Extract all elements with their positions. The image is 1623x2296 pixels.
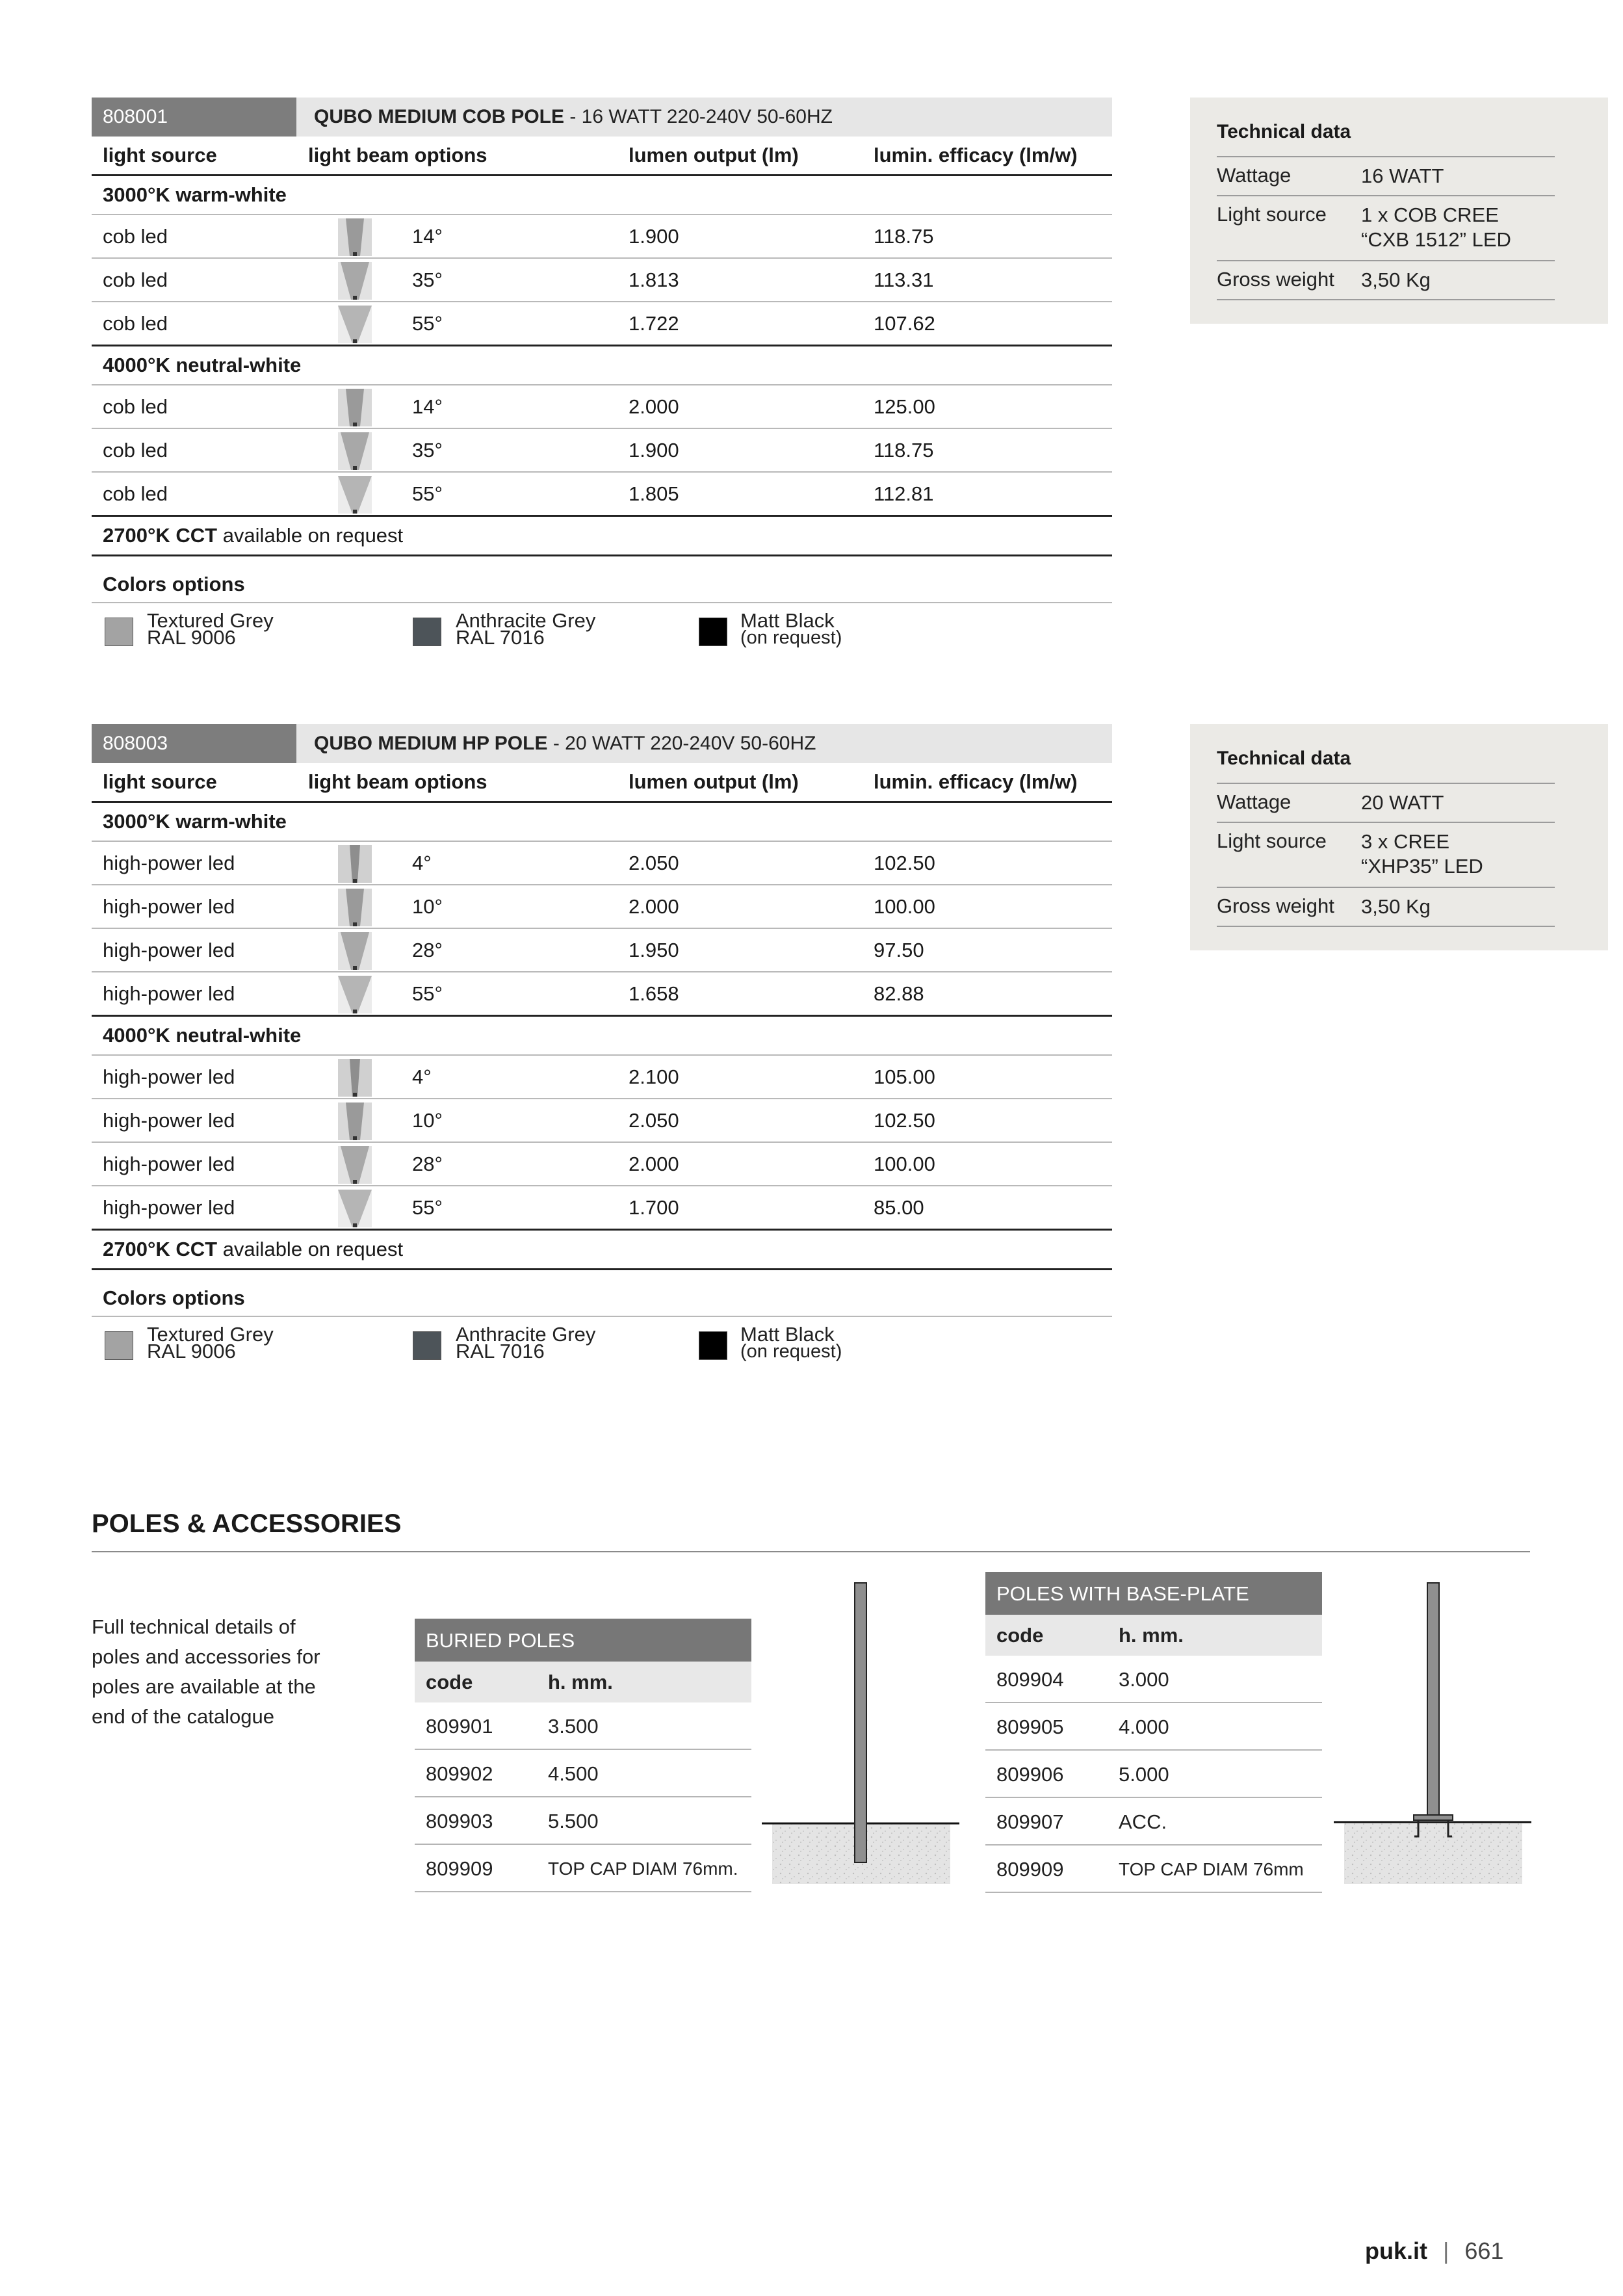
swatch-code: (on request)	[740, 627, 842, 648]
buried-poles-table	[415, 1619, 751, 1892]
col-light-source: light source	[103, 144, 217, 166]
tech-row-weight	[1217, 261, 1555, 300]
pole	[855, 1583, 866, 1862]
swatch-label	[147, 1323, 274, 1363]
column-headers	[92, 763, 1112, 803]
cell-beam: 10°	[412, 1109, 443, 1132]
group-heading	[92, 176, 1112, 215]
group-label: 4000°K neutral-white	[103, 354, 302, 376]
cell-source: cob led	[103, 439, 168, 462]
beam-icon-medium	[335, 931, 374, 970]
colors-title: Colors options	[103, 573, 245, 595]
table-row	[985, 1751, 1322, 1798]
tech-row-weight	[1217, 888, 1555, 927]
table-row	[92, 1143, 1112, 1186]
col-code: code	[426, 1671, 473, 1693]
beam-icon-wide	[335, 1188, 374, 1227]
cell-efficacy: 82.88	[874, 982, 924, 1005]
product-code: 808003	[92, 724, 296, 763]
swatch-name: Anthracite Grey	[456, 609, 596, 632]
group-label: 3000°K warm-white	[103, 183, 287, 206]
baseplate-poles-columns	[985, 1615, 1322, 1656]
beam-icon-wide	[335, 974, 374, 1013]
table-row	[985, 1798, 1322, 1846]
page-number: 661	[1464, 2237, 1504, 2264]
cell-beam: 14°	[412, 225, 443, 248]
cell-efficacy: 97.50	[874, 939, 924, 961]
tech-value-line: 3 x CREE	[1361, 830, 1450, 853]
product-code: 808001	[92, 98, 296, 137]
cell-height: ACC.	[1119, 1810, 1167, 1833]
cell-height: TOP CAP DIAM 76mm	[1119, 1859, 1304, 1879]
cell-source: cob led	[103, 395, 168, 418]
cell-lumen: 1.900	[629, 439, 679, 462]
cell-code: 809902	[426, 1762, 493, 1785]
section-title: POLES & ACCESSORIES	[92, 1509, 402, 1538]
cct-note	[92, 517, 1112, 556]
cell-beam: 55°	[412, 482, 443, 505]
col-light-source: light source	[103, 770, 217, 793]
cell-lumen: 1.950	[629, 939, 679, 961]
cell-efficacy: 85.00	[874, 1196, 924, 1219]
cell-height: 3.500	[548, 1715, 599, 1738]
col-lumen-output: lumen output (lm)	[629, 144, 799, 166]
cell-lumen: 2.050	[629, 1109, 679, 1132]
baseplate-pole-illustration	[1332, 1580, 1534, 1892]
cell-beam: 4°	[412, 852, 432, 874]
group-heading	[92, 803, 1112, 842]
cct-note-bold: 2700°K CCT	[103, 524, 218, 547]
col-lumen-output: lumen output (lm)	[629, 770, 799, 793]
cell-efficacy: 100.00	[874, 895, 935, 918]
tech-value: 16 WATT	[1361, 164, 1444, 187]
column-headers	[92, 137, 1112, 176]
cell-lumen: 1.900	[629, 225, 679, 248]
technical-data-panel	[1190, 724, 1608, 950]
footer-separator: |	[1443, 2237, 1449, 2264]
tech-key: Gross weight	[1217, 894, 1334, 917]
colors-heading	[92, 1270, 1112, 1317]
swatch-code: RAL 7016	[456, 1340, 545, 1363]
swatch-label	[456, 609, 596, 649]
tech-value-line: “CXB 1512” LED	[1361, 228, 1511, 251]
group-heading	[92, 1017, 1112, 1056]
col-beam-options: light beam options	[308, 144, 487, 166]
table-row	[415, 1702, 751, 1750]
swatch-textured-grey	[105, 1331, 133, 1360]
cell-height: TOP CAP DIAM 76mm.	[548, 1859, 738, 1879]
product-table-808003	[92, 724, 1112, 1376]
base-plate	[1414, 1815, 1453, 1820]
cell-efficacy: 112.81	[874, 482, 934, 505]
beam-icon-very-narrow	[335, 1058, 374, 1097]
tech-key: Wattage	[1217, 790, 1292, 813]
table-row	[92, 1056, 1112, 1099]
table-row	[985, 1656, 1322, 1703]
col-beam-options: light beam options	[308, 770, 487, 793]
cell-source: high-power led	[103, 939, 235, 961]
cell-lumen: 1.805	[629, 482, 679, 505]
beam-icon-wide	[335, 475, 374, 514]
cct-note-rest: available on request	[217, 524, 404, 547]
cell-beam: 35°	[412, 439, 443, 462]
cell-source: high-power led	[103, 895, 235, 918]
cell-source: high-power led	[103, 982, 235, 1005]
product-name: QUBO MEDIUM COB POLE	[314, 106, 565, 127]
table-row	[415, 1797, 751, 1845]
cell-lumen: 1.658	[629, 982, 679, 1005]
table-row	[92, 1099, 1112, 1143]
cell-height: 3.000	[1119, 1668, 1169, 1691]
accessories-description	[92, 1612, 320, 1732]
swatch-label	[740, 609, 842, 648]
cell-code: 809909	[996, 1858, 1064, 1881]
cell-efficacy: 118.75	[874, 225, 934, 248]
swatch-matt-black	[699, 618, 727, 646]
col-height: h. mm.	[548, 1671, 613, 1693]
cell-lumen: 1.813	[629, 268, 679, 291]
cell-code: 809909	[426, 1857, 493, 1880]
product-name: QUBO MEDIUM HP POLE	[314, 733, 548, 754]
cell-efficacy: 118.75	[874, 439, 934, 462]
tech-value-line: “XHP35” LED	[1361, 855, 1483, 878]
cell-efficacy: 105.00	[874, 1065, 935, 1088]
cell-beam: 10°	[412, 895, 443, 918]
swatch-anthracite-grey	[413, 618, 441, 646]
cell-height: 5.000	[1119, 1763, 1169, 1786]
product-spec: - 20 WATT 220-240V 50-60HZ	[547, 733, 816, 754]
swatch-name: Anthracite Grey	[456, 1323, 596, 1346]
swatch-name: Textured Grey	[147, 609, 274, 632]
swatch-code: RAL 7016	[456, 626, 545, 649]
technical-data-title: Technical data	[1217, 748, 1351, 769]
tech-row-wattage	[1217, 157, 1555, 196]
table-row	[92, 842, 1112, 885]
cct-note-text	[103, 517, 403, 554]
buried-poles-columns	[415, 1662, 751, 1702]
cell-source: high-power led	[103, 852, 235, 874]
swatch-code: RAL 9006	[147, 1340, 236, 1363]
swatch-name: Textured Grey	[147, 1323, 274, 1346]
tech-value: 3,50 Kg	[1361, 268, 1431, 291]
tech-row-light-source	[1217, 823, 1555, 888]
col-efficacy: lumin. efficacy (lm/w)	[874, 144, 1078, 166]
cell-beam: 4°	[412, 1065, 432, 1088]
cell-beam: 55°	[412, 312, 443, 335]
cell-beam: 28°	[412, 1153, 443, 1175]
cell-lumen: 2.000	[629, 895, 679, 918]
swatch-code: (on request)	[740, 1341, 842, 1362]
beam-icon-narrow	[335, 387, 374, 426]
product-header	[92, 98, 1112, 137]
table-row	[985, 1846, 1322, 1893]
cell-beam: 14°	[412, 395, 443, 418]
cell-code: 809905	[996, 1715, 1064, 1738]
cct-note-rest: available on request	[217, 1238, 404, 1260]
tech-value: 3,50 Kg	[1361, 895, 1431, 918]
col-height: h. mm.	[1119, 1624, 1184, 1647]
cell-lumen: 2.100	[629, 1065, 679, 1088]
swatch-label	[740, 1323, 842, 1362]
cell-lumen: 2.000	[629, 395, 679, 418]
product-spec: - 16 WATT 220-240V 50-60HZ	[564, 106, 833, 127]
baseplate-poles-table	[985, 1572, 1322, 1893]
cct-note-text	[103, 1231, 403, 1268]
buried-pole-illustration	[760, 1580, 962, 1892]
tech-row-light-source	[1217, 196, 1555, 261]
baseplate-poles-title: POLES WITH BASE-PLATE	[985, 1572, 1322, 1615]
cell-code: 809904	[996, 1668, 1064, 1691]
beam-icon-very-narrow	[335, 844, 374, 883]
tech-key: Wattage	[1217, 164, 1292, 187]
cell-efficacy: 107.62	[874, 312, 935, 335]
ground-soil	[1344, 1823, 1522, 1884]
product-title	[314, 724, 816, 763]
section-divider	[92, 1551, 1530, 1552]
color-swatches	[92, 1317, 1112, 1376]
cell-source: cob led	[103, 482, 168, 505]
cell-source: high-power led	[103, 1153, 235, 1175]
cell-code: 809901	[426, 1715, 493, 1738]
cell-source: cob led	[103, 312, 168, 335]
cell-efficacy: 102.50	[874, 1109, 935, 1132]
technical-data-title: Technical data	[1217, 121, 1351, 142]
cell-height: 4.000	[1119, 1715, 1169, 1738]
buried-poles-title: BURIED POLES	[415, 1619, 751, 1662]
cell-lumen: 2.050	[629, 852, 679, 874]
table-row	[92, 972, 1112, 1017]
table-row	[92, 302, 1112, 346]
cell-lumen: 1.722	[629, 312, 679, 335]
description-line: poles and accessories for	[92, 1645, 320, 1668]
tech-key: Light source	[1217, 203, 1327, 226]
cell-lumen: 2.000	[629, 1153, 679, 1175]
table-row	[92, 429, 1112, 473]
site-name: puk.it	[1365, 2237, 1427, 2264]
swatch-label	[456, 1323, 596, 1363]
tech-value	[1361, 203, 1511, 252]
table-row	[92, 259, 1112, 302]
tech-value-line: 1 x COB CREE	[1361, 203, 1499, 226]
table-row	[92, 473, 1112, 517]
beam-icon-medium	[335, 1145, 374, 1184]
color-swatches	[92, 603, 1112, 662]
beam-icon-wide	[335, 304, 374, 343]
table-row	[92, 1186, 1112, 1231]
cell-beam: 55°	[412, 1196, 443, 1219]
swatch-anthracite-grey	[413, 1331, 441, 1360]
table-row	[415, 1845, 751, 1892]
swatch-textured-grey	[105, 618, 133, 646]
swatch-matt-black	[699, 1331, 727, 1360]
pole	[1427, 1583, 1439, 1816]
group-label: 3000°K warm-white	[103, 810, 287, 833]
table-row	[985, 1703, 1322, 1751]
cell-beam: 55°	[412, 982, 443, 1005]
description-line: poles are available at the	[92, 1675, 316, 1698]
cell-source: high-power led	[103, 1065, 235, 1088]
tech-row-wattage	[1217, 784, 1555, 823]
table-row	[92, 929, 1112, 972]
cell-efficacy: 125.00	[874, 395, 935, 418]
cell-code: 809907	[996, 1810, 1064, 1833]
cell-source: high-power led	[103, 1196, 235, 1219]
cell-source: high-power led	[103, 1109, 235, 1132]
tech-value: 20 WATT	[1361, 791, 1444, 814]
cell-height: 4.500	[548, 1762, 599, 1785]
cell-efficacy: 102.50	[874, 852, 935, 874]
swatch-name: Matt Black	[740, 1323, 835, 1346]
cell-lumen: 1.700	[629, 1196, 679, 1219]
swatch-code: RAL 9006	[147, 626, 236, 649]
cell-code: 809903	[426, 1810, 493, 1833]
group-heading	[92, 346, 1112, 385]
cell-efficacy: 113.31	[874, 268, 934, 291]
tech-key: Light source	[1217, 829, 1327, 852]
cell-efficacy: 100.00	[874, 1153, 935, 1175]
swatch-label	[147, 609, 274, 649]
table-row	[92, 215, 1112, 259]
beam-icon-narrow	[335, 1101, 374, 1140]
beam-icon-medium	[335, 431, 374, 470]
cell-code: 809906	[996, 1763, 1064, 1786]
description-line: end of the catalogue	[92, 1705, 274, 1728]
cell-beam: 28°	[412, 939, 443, 961]
cell-height: 5.500	[548, 1810, 599, 1833]
technical-data-panel	[1190, 98, 1608, 324]
colors-heading	[92, 556, 1112, 603]
beam-icon-medium	[335, 261, 374, 300]
cct-note	[92, 1231, 1112, 1270]
page-footer	[1365, 2237, 1560, 2265]
swatch-name: Matt Black	[740, 609, 835, 632]
beam-icon-narrow	[335, 217, 374, 256]
product-table-808001	[92, 98, 1112, 662]
colors-title: Colors options	[103, 1286, 245, 1309]
table-row	[92, 385, 1112, 429]
product-title	[314, 98, 833, 137]
cct-note-bold: 2700°K CCT	[103, 1238, 218, 1260]
table-row	[92, 885, 1112, 929]
product-header	[92, 724, 1112, 763]
description-line: Full technical details of	[92, 1615, 296, 1638]
col-efficacy: lumin. efficacy (lm/w)	[874, 770, 1078, 793]
tech-key: Gross weight	[1217, 268, 1334, 291]
cell-source: cob led	[103, 268, 168, 291]
col-code: code	[996, 1624, 1044, 1647]
beam-icon-narrow	[335, 887, 374, 926]
table-row	[415, 1750, 751, 1797]
group-label: 4000°K neutral-white	[103, 1024, 302, 1047]
tech-value	[1361, 829, 1483, 879]
cell-source: cob led	[103, 225, 168, 248]
cell-beam: 35°	[412, 268, 443, 291]
